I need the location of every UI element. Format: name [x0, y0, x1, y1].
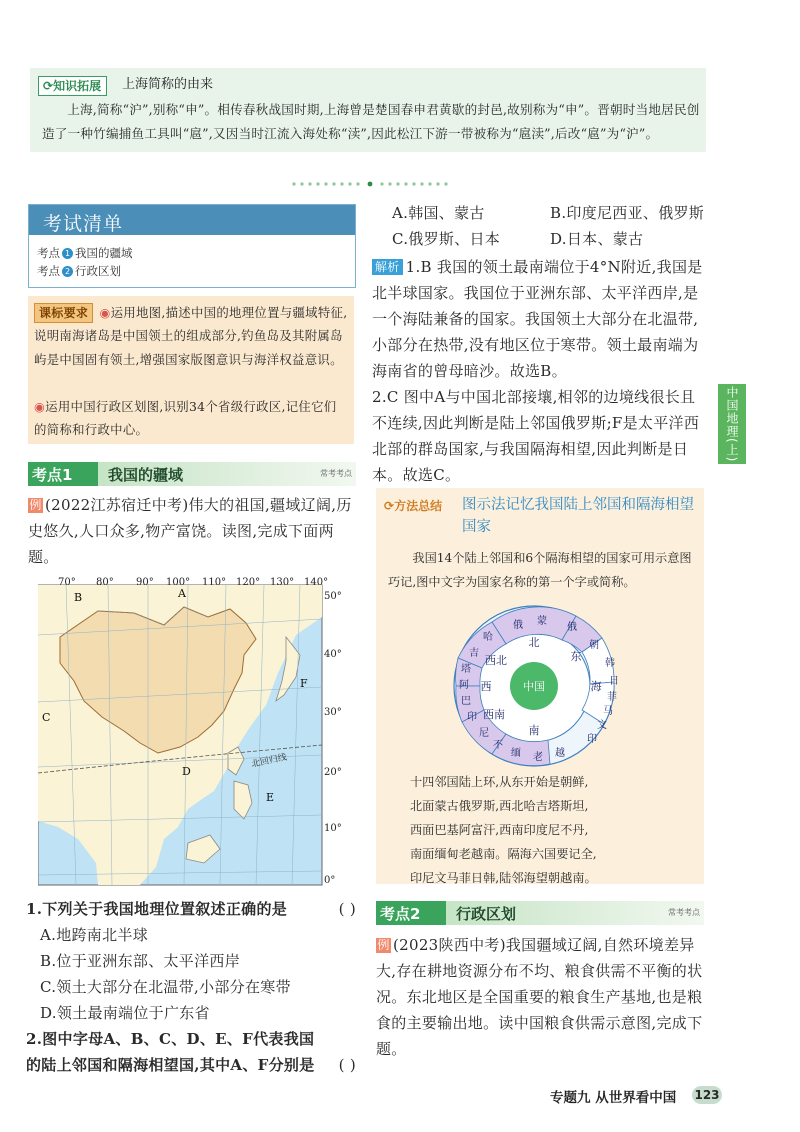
map-lat-label: 30° — [324, 707, 342, 718]
exam-list-title: 考试清单 — [43, 213, 124, 235]
chapter-side-tab: 中国地理(上) — [718, 384, 746, 464]
ring-country: 越 — [555, 748, 565, 759]
map-lon-label: 110° — [202, 577, 227, 588]
course-tag: 课标要求 — [34, 303, 93, 323]
exam-item-2: 考点 2 行政区划 — [37, 264, 121, 278]
map-lat-label: 10° — [324, 823, 342, 834]
map-lat-label: 50° — [324, 591, 342, 602]
ring-country: 马 — [603, 706, 613, 717]
map-lat-label: 40° — [324, 649, 342, 660]
ring-country: 缅 — [511, 748, 521, 759]
ring-country: 蒙 — [537, 616, 547, 627]
poem-line: 北面蒙古俄罗斯,西北哈吉塔斯坦, — [410, 799, 589, 813]
analysis-1: 解析 1.B 我国的领土最南端位于4°N附近,我国是北半球国家。我国位于亚洲东部、太平洋西岸,是一个海陆兼备的国家。我国领土大部分在北温带,小部分在热带,没有地区位于寒带。领土最南端为海南省的曾母暗沙。故选B。 — [372, 258, 703, 380]
footer-chapter: 专题九 从世界看中国 — [550, 1090, 677, 1106]
method-tag-icon: ⟳ — [384, 499, 395, 513]
map-letter-b: B — [74, 591, 83, 604]
example-icon: 例 — [29, 498, 42, 512]
ring-country: 朝 — [589, 640, 599, 651]
method-poem — [410, 770, 597, 890]
right-column-top — [372, 200, 706, 488]
map-tropic-label: 北回归线 — [250, 752, 288, 770]
exam-item-1: 考点 1 我国的疆域 — [37, 246, 133, 260]
ring-country: 印 — [587, 734, 597, 745]
ring-country: 老 — [533, 752, 543, 763]
question-2: 2.图中字母A、B、C、D、E、F代表我国的陆上邻国和隔海相望国,其中A、F分别是 ( ) — [26, 1026, 356, 1078]
example-icon: 例 — [377, 938, 390, 952]
map-lon-label: 90° — [136, 577, 154, 588]
ring-direction-label: 西 — [480, 680, 492, 693]
ring-country: 尼 — [479, 728, 489, 739]
question-1: 1.下列关于我国地理位置叙述正确的是 ( ) — [26, 896, 356, 922]
example-1: 例 (2022江苏宿迁中考)伟大的祖国,疆域辽阔,历史悠久,人口众多,物产富饶。读图,完成下面两题。 — [28, 496, 352, 566]
poem-line: 十四邻国陆上环,从东开始是朝鲜, — [410, 775, 589, 789]
ring-country: 俄 — [513, 620, 523, 631]
section-bar-2 — [376, 901, 704, 925]
map-lon-label: 100° — [166, 577, 191, 588]
section-1-number: 考点1 — [32, 466, 73, 484]
example-2: 例 (2023陕西中考)我国疆域辽阔,自然环境差异大,存在耕地资源分布不均、粮食供需不平衡的状况。东北地区是全国重要的粮食生产基地,也是粮食的主要输出地。读中国粮食供需示意图,完成下题。 — [376, 936, 703, 1058]
map-lon-label: 140° — [304, 577, 329, 588]
ring-country: 菲 — [607, 692, 617, 703]
map-letter-c: C — [42, 711, 51, 724]
east-asia-map — [38, 577, 356, 893]
q2-option: D.日本、蒙古 — [550, 230, 644, 248]
method-tag: ⟳方法总结 — [384, 499, 443, 513]
method-title: 图示法记忆我国陆上邻国和隔海相望国家 — [462, 497, 694, 535]
ring-direction-label: 南 — [528, 724, 540, 737]
q2-option: B.印度尼西亚、俄罗斯 — [550, 204, 705, 222]
map-lat-label: 20° — [324, 767, 342, 778]
analysis-tag: 解析 — [372, 259, 403, 275]
ring-country: 不 — [493, 740, 503, 751]
questions-left — [26, 896, 356, 1078]
exam-list-box — [28, 204, 356, 288]
map-lat-label: 0° — [324, 875, 336, 886]
knowledge-tag: ⟳知识拓展 — [38, 76, 107, 96]
analysis-2: 2.C 图中A与中国北部接壤,相邻的边境线很长且不连续,因此判断是陆上邻国俄罗斯;F是太平洋西北部的群岛国家,与我国隔海相望,因此判断是日本。故选C。 — [372, 388, 700, 484]
ring-country: 日 — [609, 676, 619, 687]
ring-center-label: 中国 — [523, 680, 545, 693]
knowledge-extension-box — [30, 68, 706, 152]
method-summary-box — [376, 488, 704, 884]
q1-option: D.领土最南端位于广东省 — [40, 1004, 210, 1022]
ring-direction-label: 西北 — [485, 654, 507, 667]
map-lon-label: 130° — [270, 577, 295, 588]
map-letter-d: D — [182, 765, 191, 778]
section-2-note: 常考考点 — [668, 908, 700, 917]
poem-line: 西面巴基阿富汗,西南印度尼不丹, — [410, 823, 589, 837]
knowledge-body: 上海,简称“沪”,别称“申”。相传春秋战国时期,上海曾是楚国春申君黄歇的封邑,故别称为“申”。晋朝时当地居民创造了一种竹编捕鱼工具叫“扈”,又因当时江流入海处称“渎”,因此松江下游一带被称为“扈渎”,后改“扈”为“沪”。 — [42, 102, 700, 141]
bullet-icon: ◉ — [99, 305, 111, 320]
map-letter-e: E — [266, 791, 275, 804]
poem-line: 南面缅甸老越南。隔海六国要记全, — [410, 847, 597, 861]
q1-option: A.地跨南北半球 — [40, 926, 149, 944]
q2-options-row-1 — [372, 200, 706, 226]
course-requirements-box — [28, 296, 354, 444]
method-intro: 我国14个陆上邻国和6个隔海相望的国家可用示意图巧记,图中文字为国家名称的第一个字或简称。 — [388, 551, 692, 589]
ring-country: 印 — [467, 712, 477, 723]
divider-dots — [290, 180, 450, 188]
ring-direction-label: 东 — [570, 650, 582, 663]
map-lon-label: 120° — [236, 577, 261, 588]
section-1-title: 我国的疆域 — [108, 466, 184, 484]
ring-country: 阿 — [459, 680, 469, 691]
poem-line: 印尼文马菲日韩,陆邻海望朝越南。 — [410, 871, 597, 885]
ring-country: 哈 — [483, 632, 493, 643]
q2-option: A.韩国、蒙古 — [392, 204, 485, 222]
ring-country: 塔 — [461, 664, 471, 675]
ring-country: 吉 — [469, 648, 479, 659]
section-2-number: 考点2 — [380, 905, 421, 923]
ring-direction-label: 海 — [590, 680, 602, 693]
map-letter-a: A — [178, 587, 186, 600]
neighbor-ring-diagram — [452, 592, 632, 768]
page-footer — [550, 1084, 720, 1108]
course-req-1: 课标要求 ◉运用地图,描述中国的地理位置与疆域特征,说明南海诸岛是中国领土的组成部分,钓鱼岛及其附属岛屿是中国固有领土,增强国家版图意识与海洋权益意识。 — [34, 305, 348, 367]
knowledge-tag-icon: ⟳ — [43, 79, 54, 93]
answer-bracket: ( ) — [338, 1056, 356, 1074]
page-number: 123 — [692, 1086, 722, 1104]
ring-country: 韩 — [605, 658, 615, 669]
section-bar-1 — [28, 462, 356, 486]
map-letter-f: F — [300, 677, 308, 690]
q2-option: C.俄罗斯、日本 — [392, 230, 501, 248]
ring-direction-label: 北 — [528, 636, 540, 649]
section-1-note: 常考考点 — [320, 469, 352, 478]
bullet-icon: ◉ — [34, 399, 46, 414]
ring-country: 巴 — [461, 696, 471, 707]
q1-option: B.位于亚洲东部、太平洋西岸 — [40, 952, 240, 970]
ring-country: 俄 — [567, 622, 577, 633]
section-2-title: 行政区划 — [456, 905, 517, 923]
q2-options-row-2 — [372, 226, 706, 252]
knowledge-title: 上海简称的由来 — [122, 77, 214, 92]
exam-list-header — [29, 205, 355, 235]
ring-direction-label: 西南 — [483, 708, 505, 721]
map-lon-label: 80° — [96, 577, 114, 588]
ring-country: 文 — [597, 720, 607, 731]
map-lon-label: 70° — [58, 577, 76, 588]
answer-bracket: ( ) — [338, 900, 356, 918]
q1-option: C.领土大部分在北温带,小部分在寒带 — [40, 978, 291, 996]
course-req-2: ◉运用中国行政区划图,识别34个省级行政区,记住它们的简称和行政中心。 — [34, 399, 337, 438]
